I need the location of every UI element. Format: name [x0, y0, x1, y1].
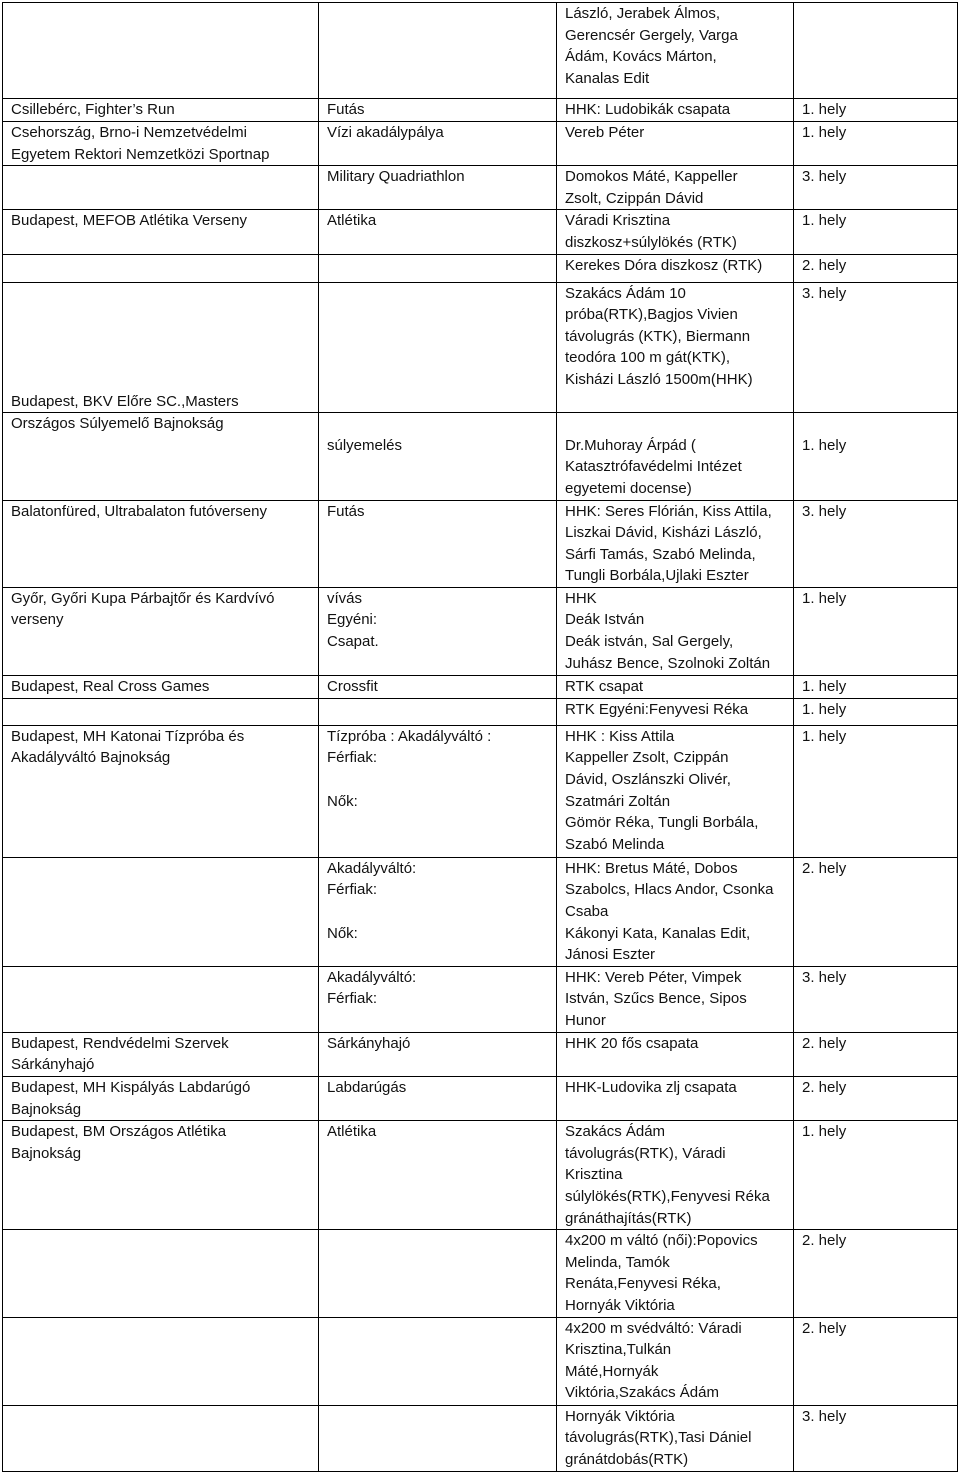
participants-cell: Szakács Ádám 10 próba(RTK),Bagjos Vivien távolugrás (KTK), Biermann teodóra 100 m gát(KTK), Kisházi László 1500m(HHK) — [557, 282, 794, 413]
sport-cell: Sárkányhajó — [319, 1032, 557, 1076]
event-cell — [3, 857, 319, 966]
sport-cell — [319, 1230, 557, 1317]
table-row — [3, 282, 958, 413]
event-cell — [3, 166, 319, 210]
placement-cell — [794, 3, 958, 99]
table-row — [3, 166, 958, 210]
sport-cell: Futás — [319, 99, 557, 122]
placement-cell: 3. hely — [794, 966, 958, 1032]
event-cell — [3, 3, 319, 99]
sport-cell — [319, 698, 557, 725]
event-cell: Budapest, BKV Előre SC.,Masters — [3, 282, 319, 413]
participants-cell: HHK Deák István Deák istván, Sal Gergely, Juhász Bence, Szolnoki Zoltán — [557, 587, 794, 675]
placement-cell: 1. hely — [794, 698, 958, 725]
table-row — [3, 1317, 958, 1405]
sport-cell: Tízpróba : Akadályváltó : Férfiak: Nők: — [319, 725, 557, 857]
sport-cell: Atlétika — [319, 210, 557, 254]
sport-cell: Labdarúgás — [319, 1077, 557, 1121]
placement-cell: 2. hely — [794, 1077, 958, 1121]
results-table — [2, 2, 958, 1472]
placement-cell: 2. hely — [794, 1317, 958, 1405]
sport-cell: Vízi akadálypálya — [319, 122, 557, 166]
placement-cell: 2. hely — [794, 1230, 958, 1317]
participants-cell: RTK csapat — [557, 675, 794, 698]
event-cell — [3, 1230, 319, 1317]
participants-cell: Vereb Péter — [557, 122, 794, 166]
participants-cell: Kerekes Dóra diszkosz (RTK) — [557, 254, 794, 282]
placement-cell: 3. hely — [794, 1405, 958, 1471]
placement-cell: 3. hely — [794, 282, 958, 413]
sport-cell: Akadályváltó: Férfiak: — [319, 966, 557, 1032]
participants-cell: HHK-Ludovika zlj csapata — [557, 1077, 794, 1121]
event-cell: Budapest, Real Cross Games — [3, 675, 319, 698]
participants-cell: 4x200 m svédváltó: Váradi Krisztina,Tulkán Máté,Hornyák Viktória,Szakács Ádám — [557, 1317, 794, 1405]
participants-cell: HHK: Bretus Máté, Dobos Szabolcs, Hlacs Andor, Csonka Csaba Kákonyi Kata, Kanalas Edit, Jánosi Eszter — [557, 857, 794, 966]
event-cell: Budapest, MH Katonai Tízpróba és Akadályváltó Bajnokság — [3, 725, 319, 857]
placement-cell: 3. hely — [794, 500, 958, 587]
participants-cell: HHK : Kiss Attila Kappeller Zsolt, Czippán Dávid, Oszlánszki Olivér, Szatmári Zoltán Gömör Réka, Tungli Borbála, Szabó Melinda — [557, 725, 794, 857]
table-row — [3, 857, 958, 966]
participants-cell: HHK: Ludobikák csapata — [557, 99, 794, 122]
sport-cell: Military Quadriathlon — [319, 166, 557, 210]
sport-cell — [319, 1317, 557, 1405]
participants-cell: Szakács Ádám távolugrás(RTK), Váradi Krisztina súlylökés(RTK),Fenyvesi Réka gránáthajítás(RTK) — [557, 1121, 794, 1230]
sport-cell — [319, 3, 557, 99]
table-row — [3, 1077, 958, 1121]
event-cell — [3, 1317, 319, 1405]
participants-cell: László, Jerabek Álmos, Gerencsér Gergely, Varga Ádám, Kovács Márton, Kanalas Edit — [557, 3, 794, 99]
placement-cell: 2. hely — [794, 857, 958, 966]
placement-cell: 3. hely — [794, 166, 958, 210]
sport-cell: Futás — [319, 500, 557, 587]
table-row — [3, 210, 958, 254]
participants-cell: HHK: Seres Flórián, Kiss Attila, Liszkai Dávid, Kisházi László, Sárfi Tamás, Szabó Melinda, Tungli Borbála,Ujlaki Eszter — [557, 500, 794, 587]
table-row — [3, 500, 958, 587]
table-row — [3, 413, 958, 500]
participants-cell: Domokos Máté, Kappeller Zsolt, Czippán Dávid — [557, 166, 794, 210]
table-row — [3, 1032, 958, 1076]
sport-cell: Crossfit — [319, 675, 557, 698]
participants-cell: HHK: Vereb Péter, Vimpek István, Szűcs Bence, Sipos Hunor — [557, 966, 794, 1032]
placement-cell: 1. hely — [794, 675, 958, 698]
table-row — [3, 587, 958, 675]
table-row — [3, 99, 958, 122]
event-cell: Csehország, Brno-i Nemzetvédelmi Egyetem Rektori Nemzetközi Sportnap — [3, 122, 319, 166]
sport-cell — [319, 282, 557, 413]
placement-cell: 1. hely — [794, 587, 958, 675]
event-cell: Csillebérc, Fighter’s Run — [3, 99, 319, 122]
table-row — [3, 1230, 958, 1317]
table-row — [3, 1121, 958, 1230]
table-row — [3, 122, 958, 166]
table-row — [3, 3, 958, 99]
event-cell: Budapest, MEFOB Atlétika Verseny — [3, 210, 319, 254]
event-cell — [3, 698, 319, 725]
sport-cell: vívás Egyéni: Csapat. — [319, 587, 557, 675]
event-cell: Budapest, MH Kispályás Labdarúgó Bajnokság — [3, 1077, 319, 1121]
results-table-body — [3, 3, 958, 1472]
table-row — [3, 675, 958, 698]
table-row — [3, 254, 958, 282]
placement-cell: 2. hely — [794, 254, 958, 282]
table-row — [3, 725, 958, 857]
event-cell: Budapest, BM Országos Atlétika Bajnokság — [3, 1121, 319, 1230]
event-cell: Balatonfüred, Ultrabalaton futóverseny — [3, 500, 319, 587]
placement-cell: 1. hely — [794, 99, 958, 122]
event-cell — [3, 966, 319, 1032]
sport-cell: súlyemelés — [319, 413, 557, 500]
placement-cell: 1. hely — [794, 210, 958, 254]
sport-cell: Akadályváltó: Férfiak: Nők: — [319, 857, 557, 966]
placement-cell: 1. hely — [794, 1121, 958, 1230]
participants-cell: HHK 20 fős csapata — [557, 1032, 794, 1076]
participants-cell: Hornyák Viktória távolugrás(RTK),Tasi Dániel gránátdobás(RTK) — [557, 1405, 794, 1471]
event-cell: Országos Súlyemelő Bajnokság — [3, 413, 319, 500]
sport-cell — [319, 254, 557, 282]
participants-cell: Dr.Muhoray Árpád ( Katasztrófavédelmi Intézet egyetemi docense) — [557, 413, 794, 500]
placement-cell: 2. hely — [794, 1032, 958, 1076]
participants-cell: 4x200 m váltó (női):Popovics Melinda, Tamók Renáta,Fenyvesi Réka, Hornyák Viktória — [557, 1230, 794, 1317]
placement-cell: 1. hely — [794, 725, 958, 857]
table-row — [3, 1405, 958, 1471]
table-row — [3, 966, 958, 1032]
event-cell: Győr, Győri Kupa Párbajtőr és Kardvívó verseny — [3, 587, 319, 675]
event-cell — [3, 1405, 319, 1471]
sport-cell: Atlétika — [319, 1121, 557, 1230]
placement-cell: 1. hely — [794, 413, 958, 500]
sport-cell — [319, 1405, 557, 1471]
participants-cell: Váradi Krisztina diszkosz+súlylökés (RTK) — [557, 210, 794, 254]
event-cell: Budapest, Rendvédelmi Szervek Sárkányhajó — [3, 1032, 319, 1076]
event-cell — [3, 254, 319, 282]
participants-cell: RTK Egyéni:Fenyvesi Réka — [557, 698, 794, 725]
placement-cell: 1. hely — [794, 122, 958, 166]
table-row — [3, 698, 958, 725]
